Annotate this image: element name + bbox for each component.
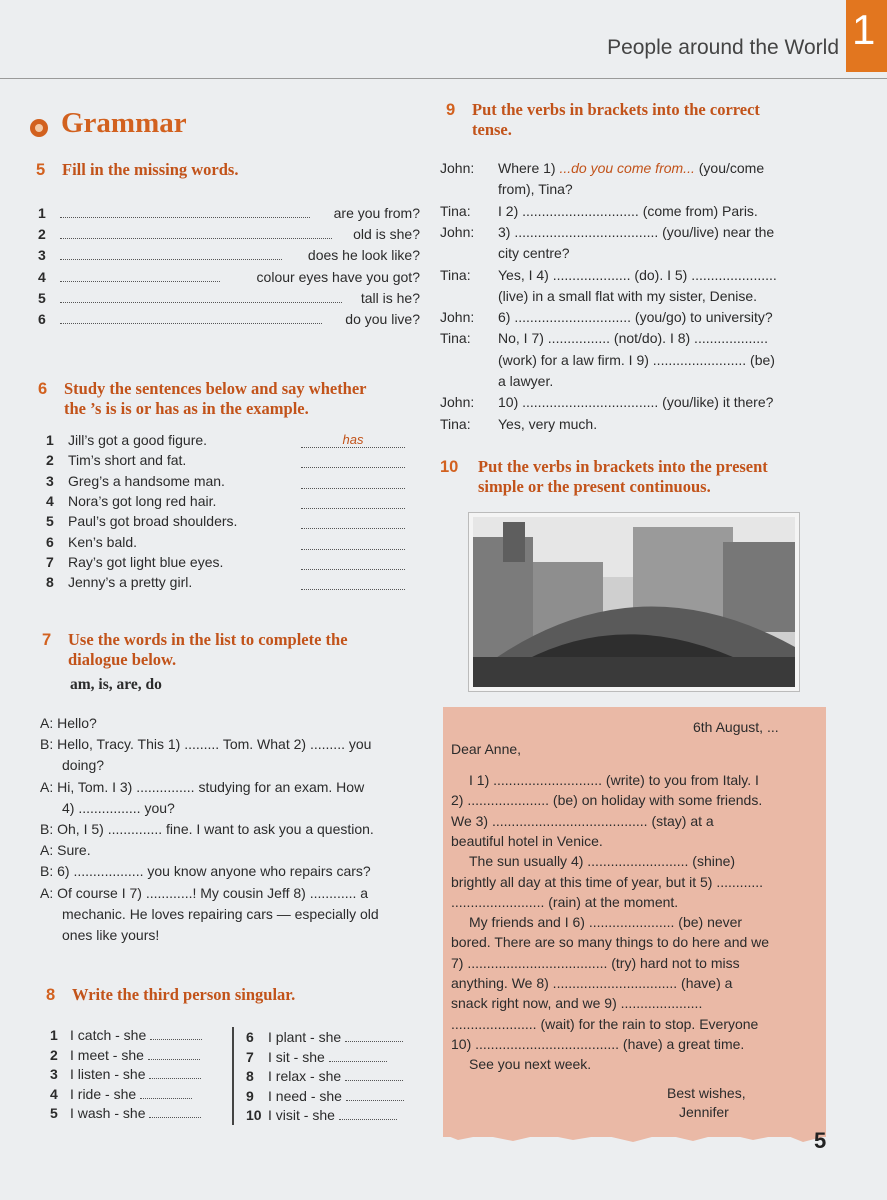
- answer-blank[interactable]: [140, 1098, 192, 1099]
- dialogue-line: ones like yours!: [62, 927, 160, 943]
- item-text: does he look like?: [307, 247, 420, 264]
- speaker-label: John:: [440, 394, 475, 411]
- letter-line: 10) ..................................... (have) a great time.: [451, 1035, 745, 1052]
- dialogue-line: 4) ................ you?: [62, 799, 175, 816]
- answer-blank[interactable]: [149, 1117, 201, 1118]
- item-text: are you from?: [333, 205, 420, 221]
- dialogue-line: mechanic. He loves repairing cars — especially old: [62, 905, 379, 922]
- item-number: 5: [46, 513, 54, 530]
- answer-blank[interactable]: [149, 1078, 201, 1079]
- ex8-item: [50, 1066, 201, 1082]
- dialogue-line: 10) ................................... (you/like) it there?: [498, 394, 774, 411]
- ex6-instruction-line1: Study the sentences below and say whether: [64, 379, 367, 398]
- dialogue-line: city centre?: [498, 245, 570, 262]
- letter-line: My friends and I 6) ...................... (be) never: [469, 914, 743, 931]
- grammar-bullet-icon: [30, 119, 48, 137]
- ex6-number: 6: [38, 380, 48, 398]
- item-text: Ken’s bald.: [68, 533, 138, 550]
- item-text: Greg’s a handsome man.: [68, 472, 225, 489]
- answer-blank[interactable]: [301, 574, 405, 590]
- ex8-number: 8: [46, 986, 56, 1004]
- dialogue-line: (work) for a law firm. I 9) ........................ (be): [498, 351, 775, 368]
- ex8-item: [246, 1068, 403, 1084]
- ex6-item: [46, 432, 207, 448]
- answer-blank[interactable]: [60, 238, 332, 239]
- ex8-item: [246, 1029, 403, 1045]
- item-number: 1: [50, 1027, 58, 1043]
- item-text: Tim’s short and fat.: [68, 452, 187, 469]
- dialogue-line: (live) in a small flat with my sister, Denise.: [498, 287, 758, 304]
- item-text: I sit - she: [268, 1048, 325, 1065]
- item-number: 3: [46, 472, 54, 489]
- item-text: I wash - she: [70, 1105, 146, 1122]
- ex6-item: [46, 534, 137, 550]
- item-number: 4: [50, 1085, 58, 1102]
- ex5-item: [38, 290, 420, 306]
- item-text: do you live?: [345, 311, 420, 327]
- dialogue-line: from), Tina?: [498, 181, 573, 198]
- item-number: 4: [38, 268, 46, 285]
- answer-blank[interactable]: [346, 1100, 404, 1101]
- item-number: 1: [38, 205, 46, 221]
- item-number: 2: [38, 226, 46, 243]
- ex8-item: [50, 1047, 200, 1063]
- item-number: 3: [38, 247, 46, 264]
- item-text: Paul’s got broad shoulders.: [68, 513, 238, 530]
- ex6-item: [46, 452, 186, 468]
- speaker-label: Tina:: [440, 266, 471, 283]
- dialogue-line: Yes, very much.: [498, 415, 598, 432]
- answer-blank[interactable]: [329, 1061, 387, 1062]
- answer-blank[interactable]: [148, 1059, 200, 1060]
- ex7-heading: [42, 630, 348, 670]
- grammar-title: Grammar: [61, 107, 187, 139]
- dialogue-line: A: Hi, Tom. I 3) ............... studying for an exam. How: [40, 778, 365, 795]
- answer-blank[interactable]: [301, 473, 405, 489]
- ex10-instruction-line1: Put the verbs in brackets into the present: [478, 457, 768, 476]
- ex9-instruction-line1: Put the verbs in brackets into the correct: [472, 100, 760, 119]
- ex7-word-list: am, is, are, do: [70, 676, 162, 693]
- dialogue-line: A: Of course I 7) ............! My cousin Jeff 8) ............ a: [40, 884, 369, 901]
- letter-line: beautiful hotel in Venice.: [451, 832, 603, 849]
- dialogue-line: B: 6) .................. you know anyone who repairs cars?: [40, 863, 371, 880]
- dialogue-line: A: Sure.: [40, 842, 91, 859]
- item-text: I need - she: [268, 1087, 342, 1104]
- ex6-heading: [38, 379, 367, 419]
- letter-closing: Best wishes,: [667, 1085, 746, 1101]
- letter-greeting: Dear Anne,: [451, 741, 522, 757]
- dialogue-line: 6) .............................. (you/go) to university?: [498, 309, 773, 326]
- answer-blank[interactable]: [60, 302, 342, 303]
- item-number: 7: [246, 1048, 254, 1065]
- item-text: old is she?: [353, 226, 420, 243]
- answer-blank[interactable]: [301, 493, 405, 509]
- answer-blank[interactable]: [339, 1119, 397, 1120]
- letter-line: We 3) ........................................ (stay) at a: [451, 812, 714, 829]
- ex6-item: [46, 513, 237, 529]
- item-text: Nora’s got long red hair.: [68, 492, 217, 509]
- ex6-instruction-line2: the ’s is is or has as in the example.: [64, 399, 309, 418]
- ex8-item: [50, 1086, 192, 1102]
- item-number: 6: [38, 311, 46, 327]
- item-number: 2: [46, 452, 54, 469]
- ex5-item: [38, 311, 420, 327]
- item-text: I relax - she: [268, 1068, 342, 1085]
- ex9-heading: [446, 100, 760, 140]
- page-number: 5: [814, 1128, 827, 1153]
- ex10-heading: [440, 457, 768, 497]
- speaker-label: Tina:: [440, 415, 471, 432]
- item-number: 10: [246, 1107, 262, 1124]
- answer-blank[interactable]: [301, 554, 405, 570]
- section-title: People around the World: [607, 36, 839, 59]
- item-text: Jill’s got a good figure.: [68, 432, 208, 448]
- item-text: Jenny’s a pretty girl.: [68, 574, 193, 591]
- letter-signature: Jennifer: [679, 1104, 729, 1120]
- answer-blank[interactable]: [60, 259, 282, 260]
- dialogue-line: I 2) .............................. (come from) Paris.: [498, 202, 758, 219]
- item-number: 1: [46, 432, 54, 448]
- dialogue-line: B: Oh, I 5) .............. fine. I want to ask you a question.: [40, 821, 374, 837]
- speaker-label: John:: [440, 309, 475, 326]
- letter-line: bored. There are so many things to do here and we: [451, 934, 770, 951]
- answer-blank[interactable]: [60, 323, 322, 324]
- letter-date: 6th August, ...: [693, 719, 779, 735]
- letter-line: See you next week.: [469, 1056, 592, 1073]
- ex7-instruction-line1: Use the words in the list to complete the: [68, 630, 348, 649]
- item-text: I meet - she: [70, 1046, 144, 1063]
- item-text: I ride - she: [70, 1085, 137, 1102]
- ex5-instruction: Fill in the missing words.: [62, 160, 239, 179]
- letter-line: 7) .................................... (try) hard not to miss: [451, 954, 740, 971]
- item-number: 5: [38, 289, 46, 306]
- letter-torn-edge: [443, 1128, 826, 1148]
- ex9-instruction-line2: tense.: [472, 120, 512, 139]
- answer-blank[interactable]: [60, 217, 310, 218]
- ex6-item: [46, 473, 225, 489]
- item-number: 3: [50, 1066, 58, 1083]
- letter-line: The sun usually 4) .......................... (shine): [469, 853, 736, 870]
- letter-line: I 1) ............................ (write) to you from Italy. I: [469, 772, 759, 788]
- ex8-item: [50, 1027, 202, 1043]
- speaker-label: Tina:: [440, 330, 471, 347]
- ex8-item: [246, 1088, 404, 1104]
- ex5-item: [38, 269, 420, 285]
- letter-line: brightly all day at this time of year, but it 5) ............: [451, 873, 764, 890]
- ex10-number: 10: [440, 458, 459, 476]
- ex5-number: 5: [36, 161, 46, 179]
- dialogue-line: B: Hello, Tracy. This 1) ......... Tom. What 2) ......... you: [40, 736, 372, 753]
- ex6-item: [46, 493, 216, 509]
- ex8-heading: [46, 985, 295, 1005]
- speaker-label: John:: [440, 160, 475, 176]
- ex8-item: [50, 1105, 201, 1121]
- dialogue-line: Where 1) ...do you come from... (you/come: [498, 160, 765, 176]
- answer-blank[interactable]: [60, 281, 220, 282]
- letter-line: snack right now, and we 9) .....................: [451, 995, 703, 1012]
- dialogue-line: No, I 7) ................ (not/do). I 8) ...................: [498, 330, 768, 347]
- unit-number: 1: [852, 6, 876, 53]
- item-text: I plant - she: [268, 1029, 342, 1045]
- dialogue-line: Yes, I 4) .................... (do). I 5) ......................: [498, 266, 777, 283]
- dialogue-line: A: Hello?: [40, 715, 97, 731]
- answer-blank[interactable]: [301, 452, 405, 468]
- item-number: 6: [46, 533, 54, 550]
- letter-line: ...................... (wait) for the rain to stop. Everyone: [451, 1015, 759, 1032]
- ex6-item: [46, 554, 223, 570]
- speaker-label: John:: [440, 223, 475, 240]
- answer-blank[interactable]: [345, 1041, 403, 1042]
- ex7-instruction-line2: dialogue below.: [68, 650, 177, 669]
- ex7-number: 7: [42, 631, 52, 649]
- ex5-item: [38, 205, 420, 221]
- header-rule: [0, 78, 887, 79]
- ex5-item: [38, 226, 420, 242]
- dialogue-line: doing?: [62, 757, 105, 774]
- unit-tab: [846, 0, 887, 72]
- ex8-item: [246, 1107, 397, 1123]
- ex9-number: 9: [446, 101, 456, 119]
- item-number: 6: [246, 1029, 254, 1045]
- venice-bridge-photo: [468, 512, 800, 692]
- letter-line: 2) ..................... (be) on holiday with some friends.: [451, 792, 763, 809]
- ex8-instruction: Write the third person singular.: [72, 985, 296, 1004]
- answer-blank[interactable]: [301, 534, 405, 550]
- item-text: tall is he?: [360, 289, 420, 306]
- letter-line: ........................ (rain) at the moment.: [451, 893, 679, 910]
- speaker-label: Tina:: [440, 202, 471, 219]
- item-number: 9: [246, 1087, 254, 1104]
- dialogue-line: a lawyer.: [498, 373, 554, 389]
- answer-blank[interactable]: [301, 513, 405, 529]
- item-text: colour eyes have you got?: [256, 268, 420, 285]
- item-number: 7: [46, 553, 54, 570]
- item-number: 5: [50, 1105, 58, 1122]
- item-number: 2: [50, 1046, 58, 1063]
- answer-blank[interactable]: [150, 1039, 202, 1040]
- ex5-item: [38, 247, 420, 263]
- item-number: 4: [46, 492, 54, 509]
- ex5-heading: [36, 160, 238, 180]
- ex6-item: [46, 574, 192, 590]
- item-text: I listen - she: [70, 1066, 146, 1083]
- item-text: I visit - she: [268, 1107, 335, 1124]
- dialogue-line: 3) ..................................... (you/live) near the: [498, 223, 775, 240]
- ex10-instruction-line2: simple or the present continuous.: [478, 477, 711, 496]
- item-text: I catch - she: [70, 1027, 147, 1043]
- ex8-column-divider: [232, 1027, 234, 1125]
- item-number: 8: [46, 574, 54, 591]
- letter-line: anything. We 8) ................................ (have) a: [451, 975, 733, 991]
- item-number: 8: [246, 1068, 254, 1085]
- answer-blank[interactable]: [345, 1080, 403, 1081]
- item-text: Ray’s got light blue eyes.: [68, 553, 224, 570]
- ex8-item: [246, 1049, 387, 1065]
- letter-paper: [443, 707, 826, 1137]
- answer-blank[interactable]: has: [301, 432, 405, 448]
